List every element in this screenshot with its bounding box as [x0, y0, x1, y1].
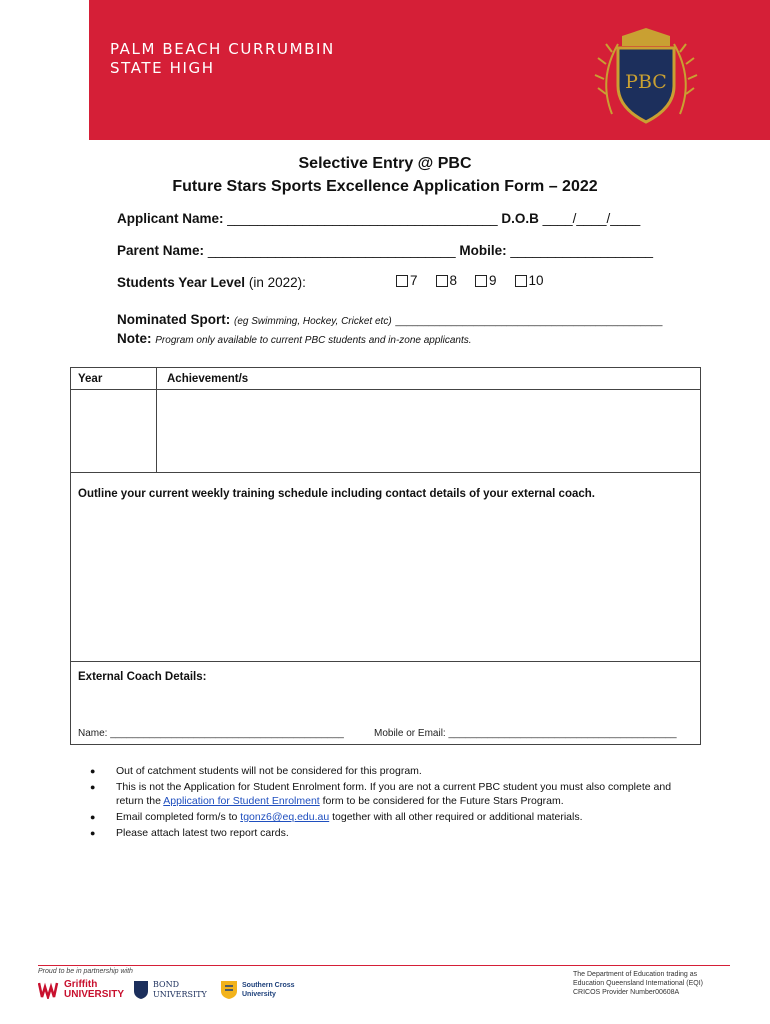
- parent-row: [117, 243, 653, 258]
- email-link[interactable]: tgonz6@eq.edu.au: [240, 811, 330, 823]
- enrolment-form-link[interactable]: Application for Student Enrolment: [163, 795, 320, 807]
- applicant-row: [117, 211, 640, 226]
- coach-contact-row: [374, 728, 677, 739]
- crest-text: PBC: [625, 71, 667, 93]
- griffith-icon: [38, 981, 60, 999]
- checkbox-icon[interactable]: [396, 275, 408, 287]
- year-option-9[interactable]: 9: [475, 273, 497, 288]
- scu-shield-icon: [220, 980, 238, 1000]
- sport-hint: (eg Swimming, Hockey, Cricket etc): [234, 316, 392, 327]
- training-schedule-area[interactable]: [71, 504, 700, 660]
- row-divider: [71, 661, 700, 662]
- sport-label: Nominated Sport:: [117, 312, 231, 327]
- form-title: [0, 152, 770, 198]
- school-crest-logo: [592, 24, 700, 132]
- school-name-line2: STATE HIGH: [110, 59, 215, 77]
- sport-field[interactable]: ________________________________________________: [395, 316, 663, 327]
- parent-name-field[interactable]: _________________________________: [207, 243, 456, 258]
- list-item: ● Email completed form/s to tgonz6@eq.edu.au together with all other required or additional materials.: [88, 810, 700, 824]
- note-row: [117, 331, 472, 346]
- row-divider: [71, 472, 700, 473]
- list-item: ● This is not the Application for Student Enrolment form. If you are not a current PBC student you must also complete and return the Application for Student Enrolment form to be considered for the Future Stars Program.: [88, 780, 700, 808]
- checkbox-icon[interactable]: [436, 275, 448, 287]
- mobile-label: Mobile:: [459, 243, 507, 258]
- notes-list: [88, 764, 700, 842]
- title-line2: Future Stars Sports Excellence Application Form – 2022: [172, 178, 598, 195]
- griffith-logo: Griffith UNIVERSITY: [38, 980, 124, 1000]
- dob-label: D.O.B: [501, 211, 539, 226]
- application-table: [70, 367, 701, 745]
- year-level-label: Students Year Level: [117, 275, 246, 290]
- note-label: Note:: [117, 331, 152, 346]
- list-item: ● Please attach latest two report cards.: [88, 826, 700, 840]
- col-achievements: Achievement/s: [167, 373, 249, 385]
- cricos-info: The Department of Education trading as Education Queensland International (EQI) CRICOS Provider Number00608A: [573, 971, 703, 996]
- title-line1: Selective Entry @ PBC: [298, 155, 472, 172]
- year-option-7[interactable]: 7: [396, 273, 418, 288]
- col-year: Year: [78, 373, 103, 385]
- coach-heading: External Coach Details:: [78, 671, 207, 683]
- school-name: [110, 40, 335, 78]
- year-level-row: [117, 275, 306, 290]
- year-option-8[interactable]: 8: [436, 273, 458, 288]
- bond-crest-icon: [133, 980, 149, 1000]
- coach-name-label: Name:: [78, 728, 108, 739]
- year-level-suffix: (in 2022):: [248, 275, 306, 290]
- coach-name-field[interactable]: __________________________________________: [110, 728, 344, 739]
- parent-label: Parent Name:: [117, 243, 205, 258]
- dob-field[interactable]: ____/____/____: [542, 211, 641, 226]
- applicant-label: Applicant Name:: [117, 211, 224, 226]
- training-prompt: Outline your current weekly training schedule including contact details of your external coach.: [78, 488, 595, 500]
- year-option-10[interactable]: 10: [515, 273, 544, 288]
- bond-logo: BOND UNIVERSITY: [133, 980, 201, 1000]
- school-name-line1: PALM BEACH CURRUMBIN: [110, 40, 335, 58]
- sport-row: [117, 312, 662, 327]
- achievements-cell[interactable]: [157, 391, 702, 472]
- scu-logo: Southern Cross University: [220, 980, 298, 1000]
- footer-rule: [38, 965, 730, 966]
- year-level-options: [396, 273, 544, 288]
- year-cell[interactable]: [71, 391, 156, 472]
- coach-name-row: [78, 728, 344, 739]
- list-item: ● Out of catchment students will not be considered for this program.: [88, 764, 700, 778]
- checkbox-icon[interactable]: [515, 275, 527, 287]
- note-text: Program only available to current PBC students and in-zone applicants.: [155, 335, 472, 346]
- applicant-name-field[interactable]: ____________________________________: [227, 211, 498, 226]
- coach-contact-label: Mobile or Email:: [374, 728, 446, 739]
- mobile-field[interactable]: ___________________: [510, 243, 654, 258]
- table-header-row: [71, 368, 700, 390]
- coach-contact-field[interactable]: _________________________________________: [448, 728, 677, 739]
- checkbox-icon[interactable]: [475, 275, 487, 287]
- footer-tagline: Proud to be in partnership with: [38, 968, 133, 975]
